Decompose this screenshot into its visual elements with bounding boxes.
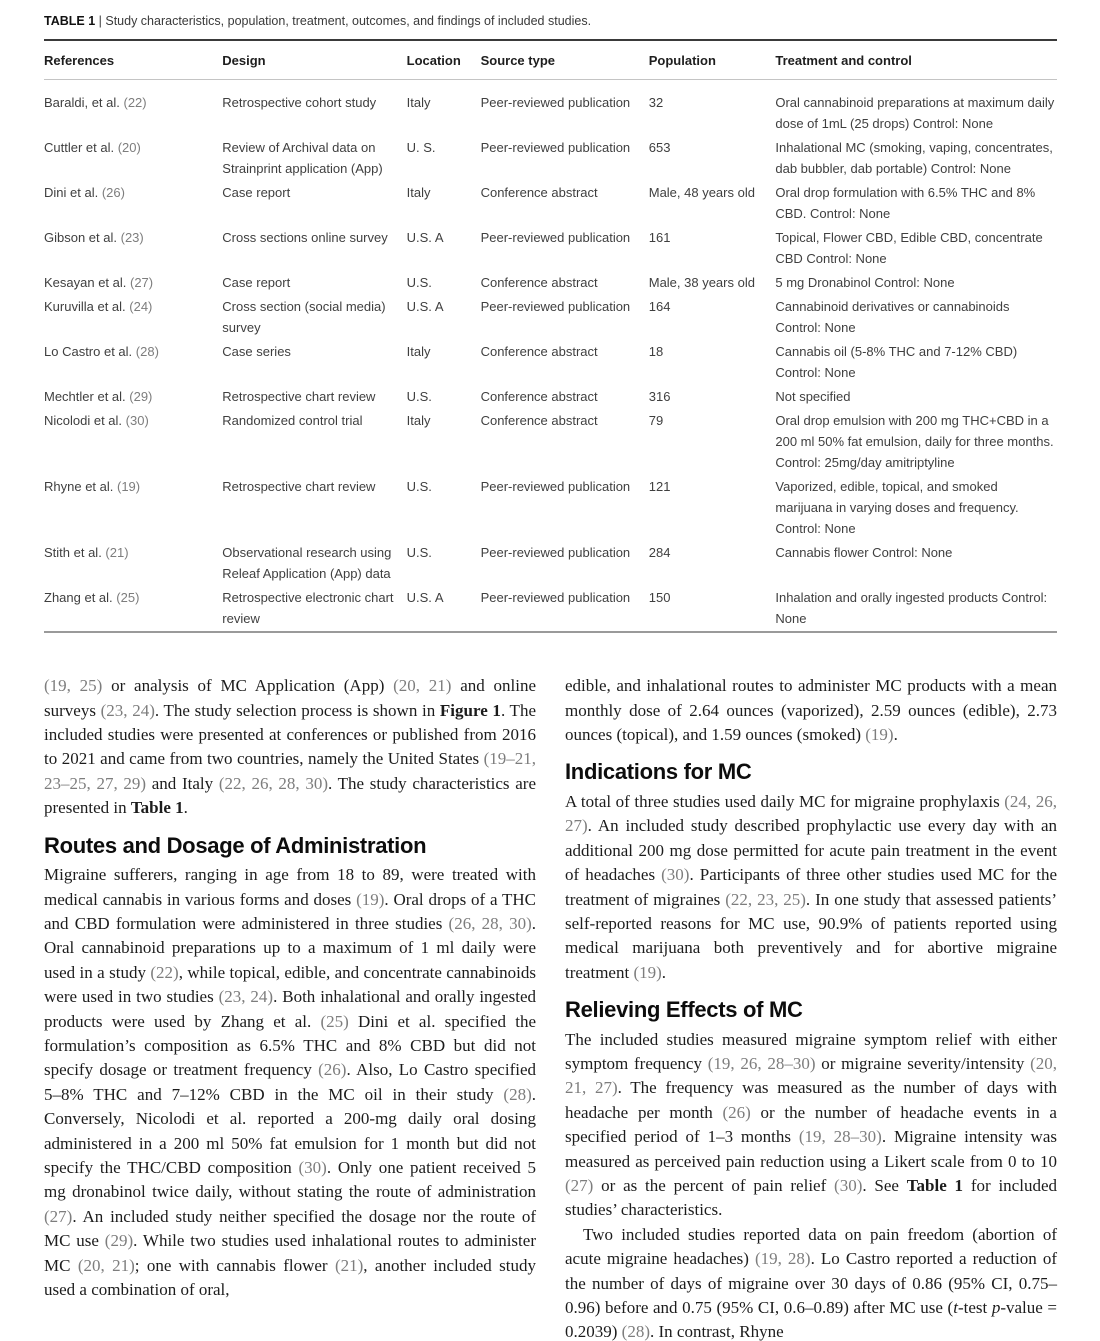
cell-location: U.S. (406, 389, 432, 405)
cell-source-type: Conference abstract (480, 344, 598, 360)
cell-source-type: Peer-reviewed publication (480, 590, 631, 606)
cell-design: Case report (222, 185, 291, 201)
cell-location: Italy (406, 185, 431, 201)
table-row (44, 80, 1057, 137)
cell-source-type: Conference abstract (480, 413, 598, 429)
cell-references: Rhyne et al. (19) (44, 479, 141, 495)
cell-design: Case series (222, 344, 291, 360)
cell-references: Nicolodi et al. (30) (44, 413, 149, 429)
cell-references: Lo Castro et al. (28) (44, 344, 159, 360)
section-heading-indications: Indications for MC (565, 759, 752, 785)
table-row (44, 340, 1057, 385)
cell-population: Male, 38 years old (648, 275, 755, 291)
cell-design: Case report (222, 275, 291, 291)
cell-location: U.S. A (406, 299, 444, 315)
cell-source-type: Peer-reviewed publication (480, 230, 631, 246)
table-row (44, 385, 1057, 409)
cell-source-type: Conference abstract (480, 275, 598, 291)
cell-references: Dini et al. (26) (44, 185, 125, 201)
cell-treatment: Vaporized, edible, topical, and smoked marijuana in varying doses and frequency. Control: None (775, 479, 1019, 537)
cell-source-type: Peer-reviewed publication (480, 95, 631, 111)
cell-population: 121 (648, 479, 671, 495)
article-body (44, 674, 1057, 1341)
cell-treatment: 5 mg Dronabinol Control: None (775, 275, 955, 291)
cell-population: 164 (648, 299, 671, 315)
paragraph: Migraine sufferers, ranging in age from 18 to 89, were treated with medical cannabis in various forms and doses (19). Oral drops of a THC and CBD formulation were administered in three studies (26, 28, 30). Oral cannabinoid preparations up to a maximum of 1 ml daily were used in a study (22), while topical, edible, and concentrate cannabinoids were used in two studies (23, 24). Both inhalational and orally ingested products were used by Zhang et al. (25) Dini et al. specified the formulation’s composition as 6.5% THC and 8% CBD but did not specify dosage or treatment frequency (26). Also, Lo Castro specified 5–8% THC and 7–12% CBD in the MC oil in their study (28). Conversely, Nicolodi et al. reported a 200-mg daily oral dosing administered in a 200 ml 50% fat emulsion for 1 month but did not specify the THC/CBD composition (30). Only one patient received 5 mg dronabinol twice daily, without stating the route of administration (27). An included study neither specified the dosage nor the route of MC use (29). While two studies used inhalational routes to administer MC (20, 21); one with cannabis flower (21), another included study used a combination of oral, (44, 865, 537, 1299)
table-row (44, 541, 1057, 586)
table-row (44, 586, 1057, 632)
cell-design: Retrospective electronic chart review (222, 590, 394, 627)
table-row (44, 181, 1057, 226)
cell-location: Italy (406, 95, 431, 111)
column-header-population: Population (649, 40, 776, 80)
section-heading-relieving-effects: Relieving Effects of MC (565, 997, 803, 1023)
column-header-treatment: Treatment and control (775, 40, 1057, 80)
cell-source-type: Peer-reviewed publication (480, 140, 631, 156)
cell-design: Cross section (social media) survey (222, 299, 386, 336)
cell-source-type: Peer-reviewed publication (480, 299, 631, 315)
table-caption-text: | Study characteristics, population, treatment, outcomes, and findings of included studies. (95, 14, 592, 28)
cell-references: Zhang et al. (25) (44, 590, 140, 606)
cell-references: Mechtler et al. (29) (44, 389, 153, 405)
cell-references: Gibson et al. (23) (44, 230, 144, 246)
cell-design: Retrospective cohort study (222, 95, 377, 111)
cell-treatment: Cannabis flower Control: None (775, 545, 953, 561)
cell-location: U.S. (406, 479, 432, 495)
column-header-design: Design (222, 40, 406, 80)
cell-design: Cross sections online survey (222, 230, 388, 246)
left-column (44, 674, 536, 1341)
cell-location: U.S. A (406, 590, 444, 606)
cell-population: 150 (648, 590, 671, 606)
cell-references: Kuruvilla et al. (24) (44, 299, 153, 315)
cell-treatment: Oral cannabinoid preparations at maximum daily dose of 1mL (25 drops) Control: None (775, 95, 1055, 132)
cell-design: Retrospective chart review (222, 389, 376, 405)
table-row (44, 409, 1057, 475)
table-row (44, 295, 1057, 340)
cell-treatment: Not specified (775, 389, 851, 405)
paragraph: edible, and inhalational routes to administer MC products with a mean monthly dose of 2.64 ounces (vaporized), 2.59 ounces (edible), 2.73 ounces (topical), and 1.59 ounces (smoked) (19). (565, 676, 1057, 745)
cell-source-type: Conference abstract (480, 185, 598, 201)
cell-references: Stith et al. (21) (44, 545, 129, 561)
cell-location: U. S. (406, 140, 436, 156)
cell-design: Randomized control trial (222, 413, 363, 429)
cell-source-type: Conference abstract (480, 389, 598, 405)
paragraph: (19, 25) or analysis of MC Application (App) (20, 21) and online surveys (23, 24). The study selection process is shown in Figure 1. The included studies were presented at conferences or published from 2016 to 2021 and came from two countries, namely the United States (19–21, 23–25, 27, 29) and Italy (22, 26, 28, 30). The study characteristics are presented in Table 1. (44, 676, 537, 818)
table-row (44, 271, 1057, 295)
cell-population: 653 (648, 140, 671, 156)
right-column (565, 674, 1057, 1341)
table-caption-label: TABLE 1 (44, 14, 96, 28)
cell-references: Kesayan et al. (27) (44, 275, 154, 291)
cell-treatment: Inhalational MC (smoking, vaping, concentrates, dab bubbler, dab portable) Control: None (775, 140, 1053, 177)
column-header-location: Location (407, 40, 481, 80)
cell-treatment: Oral drop emulsion with 200 mg THC+CBD in a 200 ml 50% fat emulsion, daily for three months. Control: 25mg/day amitriptyline (775, 413, 1054, 471)
cell-population: 161 (648, 230, 671, 246)
cell-design: Retrospective chart review (222, 479, 376, 495)
cell-population: 79 (648, 413, 664, 429)
section-heading-routes-and-dosage: Routes and Dosage of Administration (44, 832, 427, 858)
cell-references: Baraldi, et al. (22) (44, 95, 147, 111)
paragraph: A total of three studies used daily MC for migraine prophylaxis (24, 26, 27). An included study described prophylactic use every day with an additional 200 mg dose permitted for acute pain treatment in the event of headaches (30). Participants of three other studies used MC for the treatment of migraines (22, 23, 25). In one study that assessed patients’ self-reported reasons for MC use, 90.9% of patients reported using medical marijuana both preventively and for abortive migraine treatment (19). (565, 791, 1057, 982)
table-row (44, 226, 1057, 271)
cell-location: U.S. (406, 275, 432, 291)
cell-design: Observational research using Releaf Application (App) data (222, 545, 392, 582)
cell-treatment: Inhalation and orally ingested products Control: None (775, 590, 1048, 627)
cell-source-type: Peer-reviewed publication (480, 479, 631, 495)
column-header-source-type: Source type (481, 40, 649, 80)
cell-population: Male, 48 years old (648, 185, 755, 201)
cell-treatment: Cannabis oil (5-8% THC and 7-12% CBD) Control: None (775, 344, 1018, 381)
column-header-references: References (44, 40, 222, 80)
paragraph: Two included studies reported data on pain freedom (abortion of acute migraine headaches) (19, 28). Lo Castro reported a reduction of the number of days of migraine over 30 days of 0.86 (95% CI, 0.75–0.96) before and 0.75 (95% CI, 0.6–0.89) after MC use (t-test p-value = 0.2039) (28). In contrast, Rhyne (565, 1224, 1058, 1341)
cell-source-type: Peer-reviewed publication (480, 545, 631, 561)
cell-design: Review of Archival data on Strainprint application (App) (222, 140, 383, 177)
table-header-row (44, 40, 1057, 80)
cell-treatment: Oral drop formulation with 6.5% THC and 8% CBD. Control: None (775, 185, 1036, 222)
cell-references: Cuttler et al. (20) (44, 140, 141, 156)
table-caption (44, 13, 1057, 29)
cell-population: 316 (648, 389, 671, 405)
cell-population: 18 (648, 344, 664, 360)
cell-treatment: Topical, Flower CBD, Edible CBD, concentrate CBD Control: None (775, 230, 1043, 267)
study-characteristics-table (44, 39, 1057, 633)
table-row (44, 136, 1057, 181)
cell-treatment: Cannabinoid derivatives or cannabinoids Control: None (775, 299, 1010, 336)
cell-location: U.S. (406, 545, 432, 561)
cell-population: 284 (648, 545, 671, 561)
cell-location: Italy (406, 413, 431, 429)
cell-location: U.S. A (406, 230, 444, 246)
cell-population: 32 (648, 95, 664, 111)
paragraph: The included studies measured migraine symptom relief with either symptom frequency (19, 26, 28–30) or migraine severity/intensity (20, 21, 27). The frequency was measured as the number of days with headache per month (26) or the number of headache events in a specified period of 1–3 months (19, 28–30). Migraine intensity was measured as perceived pain reduction using a Likert scale from 0 to 10 (27) or as the percent of pain relief (30). See Table 1 for included studies’ characteristics. (565, 1029, 1057, 1220)
table-row (44, 475, 1057, 541)
cell-location: Italy (406, 344, 431, 360)
